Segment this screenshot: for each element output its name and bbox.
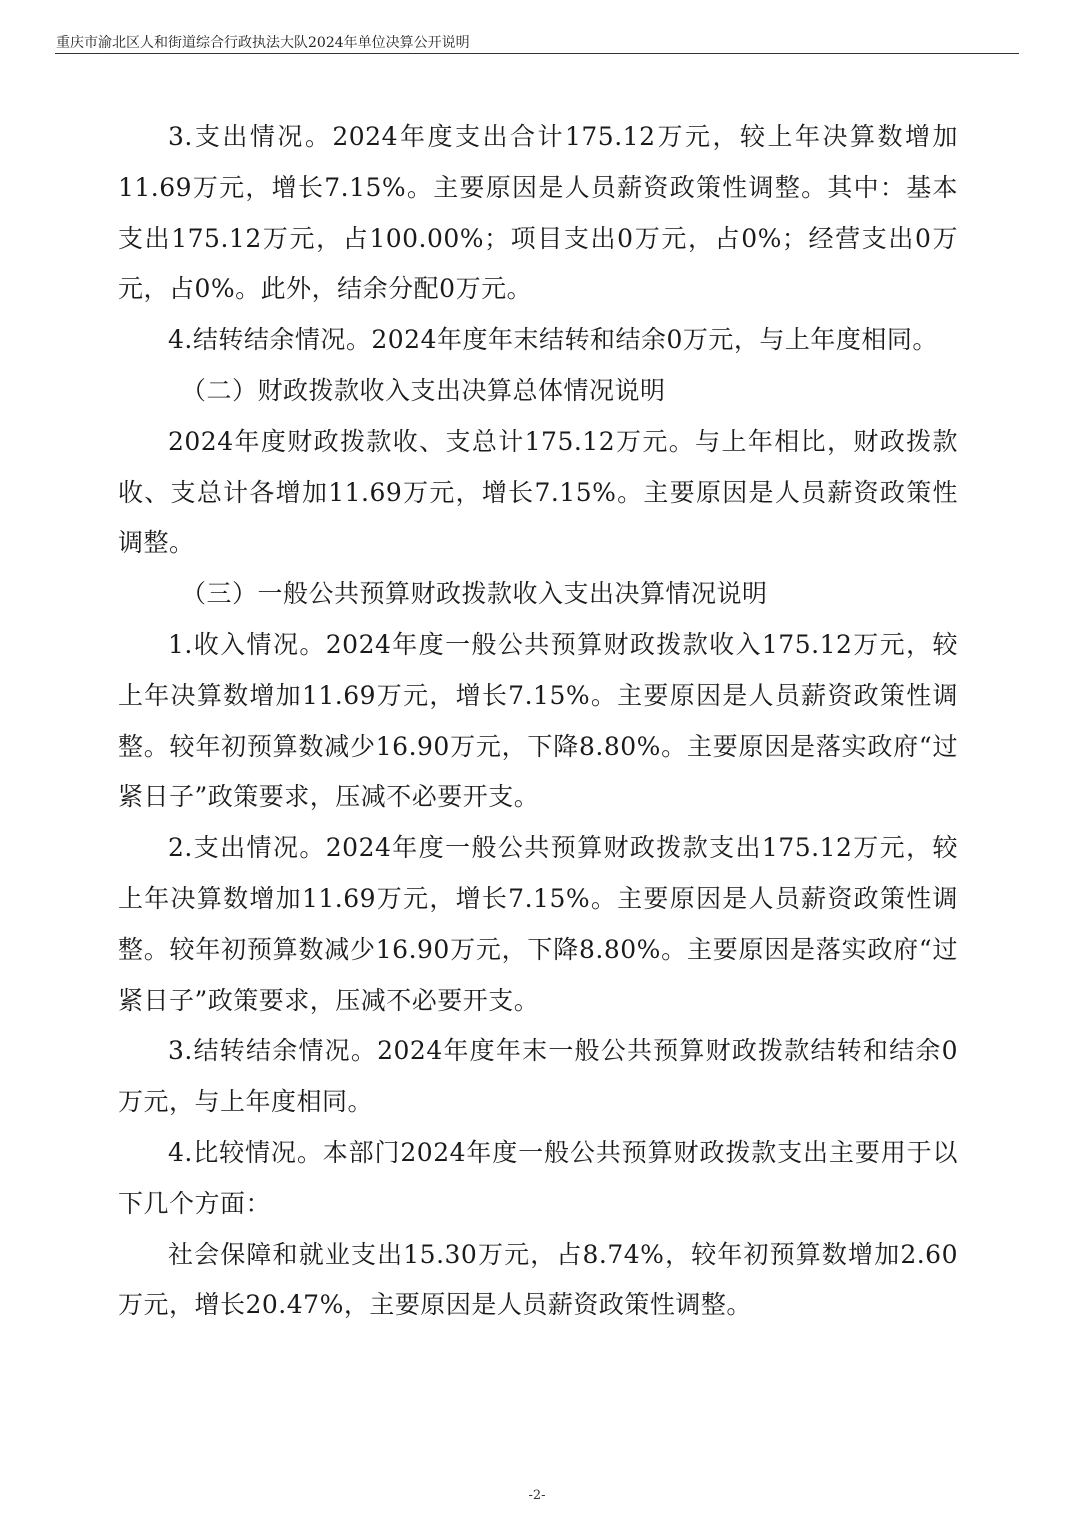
paragraph-general-income: 1.收入情况。2024年度一般公共预算财政拨款收入175.12万元，较上年决算数增加11.69万元，增长7.15%。主要原因是人员薪资政策性调整。较年初预算数减少16.90万元，下降8.80%。主要原因是落实政府“过紧日子”政策要求，压减不必要开支。 [118, 629, 958, 812]
paragraph-comparison: 4.比较情况。本部门2024年度一般公共预算财政拨款支出主要用于以下几个方面： [118, 1137, 958, 1218]
page-number: -2- [528, 1488, 546, 1503]
page-header-title: 重庆市渝北区人和街道综合行政执法大队2024年单位决算公开说明 [56, 35, 470, 51]
paragraph-social-security: 社会保障和就业支出15.30万元，占8.74%，较年初预算数增加2.60万元，增长20.47%，主要原因是人员薪资政策性调整。 [118, 1239, 958, 1320]
section-heading-general-budget: （三）一般公共预算财政拨款收入支出决算情况说明 [181, 579, 768, 609]
paragraph-expenditure: 3.支出情况。2024年度支出合计175.12万元，较上年决算数增加11.69万元，增长7.15%。主要原因是人员薪资政策性调整。其中：基本支出175.12万元，占100.00%；项目支出0万元，占0%；经营支出0万元，占0%。此外，结余分配0万元。 [118, 122, 958, 304]
paragraph-fiscal-overview: 2024年度财政拨款收、支总计175.12万元。与上年相比，财政拨款收、支总计各增加11.69万元，增长7.15%。主要原因是人员薪资政策性调整。 [118, 426, 958, 558]
paragraph-general-expenditure: 2.支出情况。2024年度一般公共预算财政拨款支出175.12万元，较上年决算数增加11.69万元，增长7.15%。主要原因是人员薪资政策性调整。较年初预算数减少16.90万元，下降8.80%。主要原因是落实政府“过紧日子”政策要求，压减不必要开支。 [118, 833, 958, 1015]
section-heading-fiscal-overview: （二）财政拨款收入支出决算总体情况说明 [181, 375, 666, 405]
paragraph-carryover: 4.结转结余情况。2024年度年末结转和结余0万元，与上年度相同。 [168, 325, 938, 355]
document-body [118, 112, 958, 1331]
header-divider [55, 53, 1019, 54]
paragraph-general-carryover: 3.结转结余情况。2024年度年末一般公共预算财政拨款结转和结余0万元，与上年度相同。 [118, 1036, 958, 1117]
